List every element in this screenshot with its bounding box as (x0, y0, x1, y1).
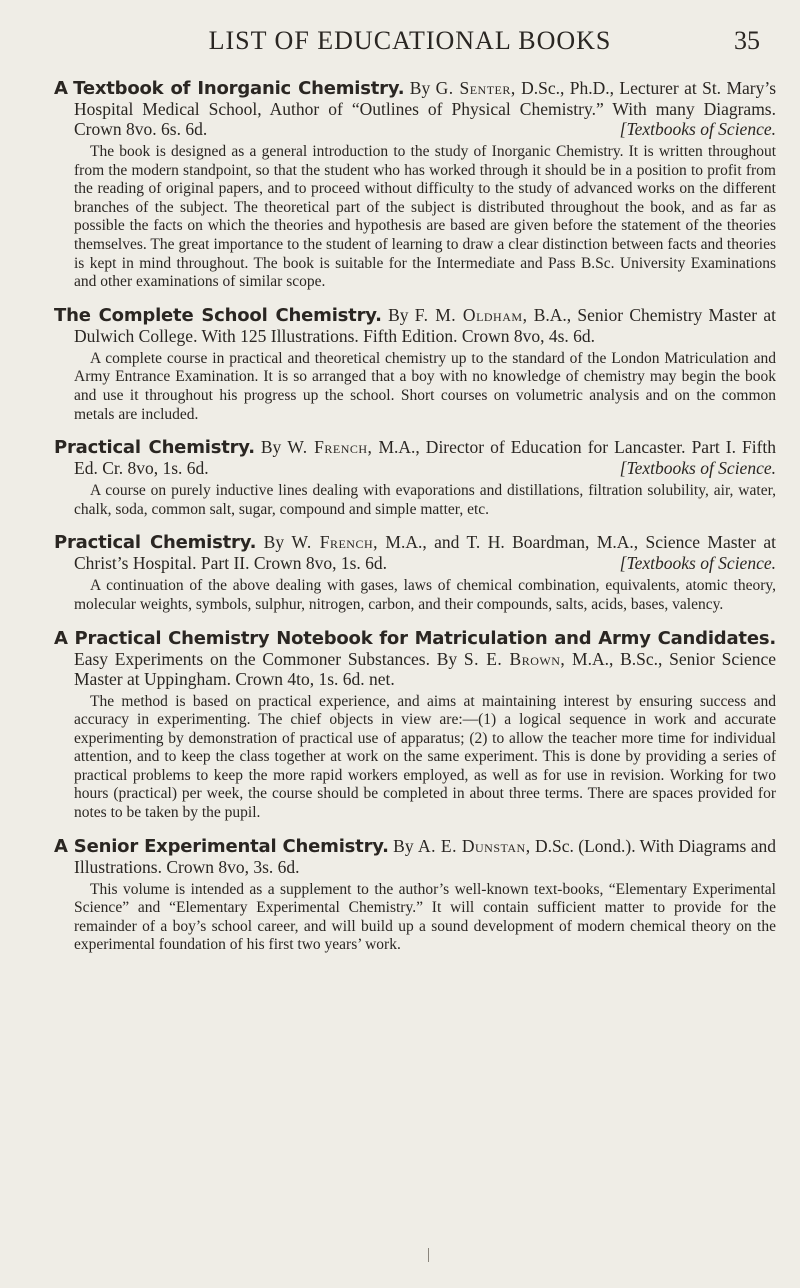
book-author: W. French, (291, 532, 378, 553)
book-entry (54, 305, 776, 424)
book-description: The method is based on practical experience, and aims at maintaining interest by ensuring success and accuracy in experimenting. The chief objects in view are:—(1) a logical sequence in work and accurate experimenting by demonstration of practical use of apparatus; (2) to allow the teacher more time for individual attention, and to keep the class together at work on the same experiment. This is done by providing a series of practical problems to keep the more rapid workers employed, as well as for use in revision. Working for two hours (practical) per week, the course should be completed in about three terms. There are spaces provided for notes to be taken by the pupil. (74, 692, 776, 822)
entry-heading (54, 628, 776, 689)
book-title: A Practical Chemistry Notebook for Matriculation and Army Candidates. (54, 627, 776, 649)
entry-heading (54, 305, 776, 346)
running-head (60, 26, 760, 62)
entry-heading (54, 78, 776, 139)
by-line: Easy Experiments on the Commoner Substances. By (74, 648, 458, 669)
book-entry (54, 437, 776, 519)
book-description: This volume is intended as a supplement to the author’s well-known text-books, “Elementary Experimental Science” and “Elementary Experimental Chemistry.” It will contain sufficient matter to provide for the remainder of a boy’s school career, and will build up a sound development of modern chemical theory on the experimental foundation of his first two years’ work. (74, 880, 776, 954)
by-line: By (393, 835, 414, 856)
book-description: A complete course in practical and theoretical chemistry up to the standard of the London Matriculation and Army Entrance Examination. It is so arranged that a boy with no knowledge of chemistry may begin the book and use it throughout his progress up the school. Short courses on volumetric analysis and on the common metals are included. (74, 349, 776, 423)
book-author: A. E. Dunstan, (418, 835, 531, 856)
entry-heading (54, 836, 776, 877)
book-list (54, 78, 776, 968)
running-title: LIST OF EDUCATIONAL BOOKS (208, 26, 612, 55)
book-entry (54, 78, 776, 292)
book-description: A course on purely inductive lines dealing with evaporations and distillations, filtration solubility, air, water, chalk, soda, common salt, sugar, compound and simple matter, etc. (74, 482, 776, 518)
book-details: D.Sc. (Lond.). With Diagrams and Illustrations. Crown 8vo, 3s. 6d. (74, 835, 777, 877)
book-title: Textbook of Inorganic Chemistry. (73, 78, 405, 99)
by-line: By (409, 78, 431, 98)
page-number: 35 (734, 26, 760, 55)
entry-heading (54, 532, 776, 573)
by-line: By (263, 532, 285, 553)
entry-heading (54, 437, 776, 478)
book-details: M.A., B.Sc., Senior Science Master at Uppingham. Crown 4to, 1s. 6d. net. (74, 648, 776, 689)
book-author: G. Senter, (435, 78, 516, 98)
entry-prefix: A (54, 78, 68, 99)
book-title: A Senior Experimental Chemistry. (54, 835, 389, 857)
book-author: F. M. Oldham, (414, 304, 528, 325)
book-details: M.A., Director of Education for Lancaster. Part I. Fifth Ed. Cr. 8vo, 1s. 6d. (74, 437, 777, 479)
by-line: By (260, 437, 282, 458)
series-label: [Textbooks of Science. (619, 119, 776, 139)
by-line: By (388, 304, 409, 325)
book-title: Practical Chemistry. (54, 532, 257, 554)
book-details: M.A., and T. H. Boardman, M.A., Science Master at Christ’s Hospital. Part II. Crown 8vo, 1s. 6d. (74, 532, 777, 574)
book-entry (54, 628, 776, 823)
book-details: D.Sc., Ph.D., Lecturer at St. Mary’s Hospital Medical School, Author of “Outlines of Physical Chemistry.” With many Diagrams. Crown 8vo. 6s. 6d. (74, 78, 777, 139)
book-entry (54, 836, 776, 955)
series-label: [Textbooks of Science. (619, 458, 776, 479)
book-description: A continuation of the above dealing with gases, laws of chemical combination, equivalents, atomic theory, molecular weights, symbols, sulphur, nitrogen, carbon, and their compounds, salts, acids, bases, valency. (74, 577, 776, 613)
book-title: Practical Chemistry. (54, 437, 255, 459)
printer-mark (428, 1248, 429, 1262)
book-author: W. French, (287, 437, 373, 458)
series-label: [Textbooks of Science. (619, 553, 776, 574)
book-details: B.A., Senior Chemistry Master at Dulwich College. With 125 Illustrations. Fifth Edition. Crown 8vo, 4s. 6d. (74, 304, 777, 346)
book-title: The Complete School Chemistry. (54, 304, 382, 326)
book-author: S. E. Brown, (463, 648, 566, 669)
book-description: The book is designed as a general introduction to the study of Inorganic Chemistry. It is written throughout from the modern standpoint, so that the student who has worked through it should be in a position to profit from the reading of original papers, and to proceed without difficulty to the study of advanced works on the different branches of the subject. The theoretical part of the subject is distributed throughout the book, and as far as possible the facts on which the theories and hypothesis are based are given before the statement of the theories themselves. The great importance to the student of learning to draw a clear distinction between facts and theories is kept in mind throughout. The book is suitable for the Intermediate and Pass B.Sc. University Examinations and other examinations of similar scope. (74, 143, 776, 291)
book-entry (54, 532, 776, 614)
